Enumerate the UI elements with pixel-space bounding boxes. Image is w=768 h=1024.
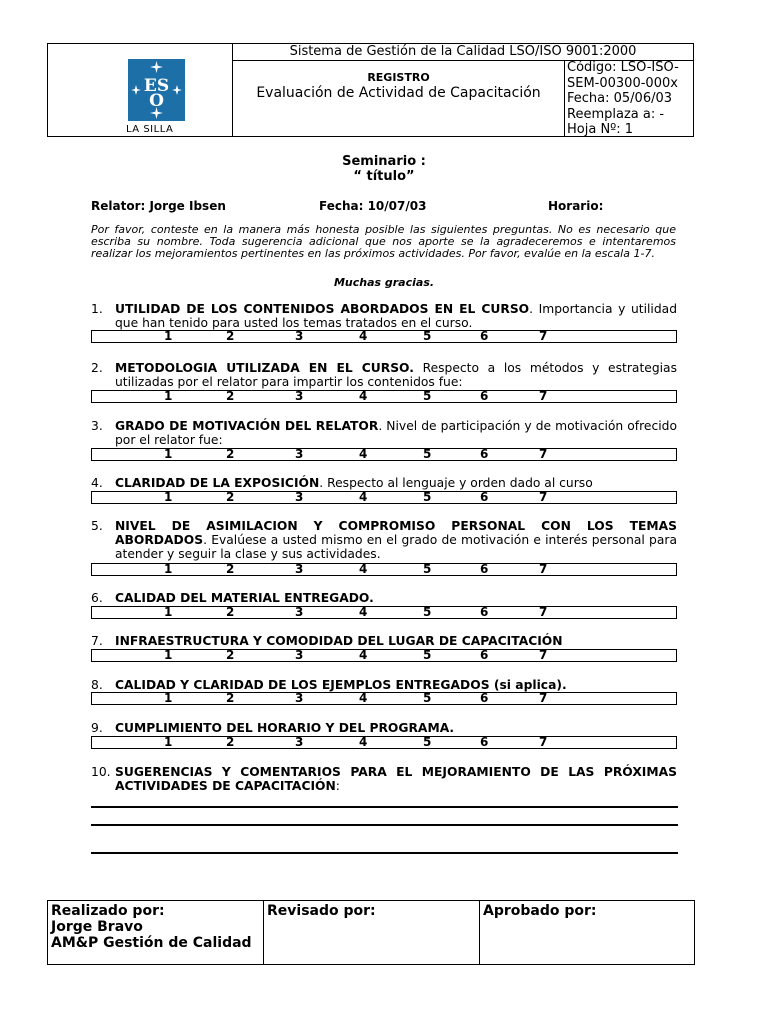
rating-option[interactable]: 6: [480, 490, 489, 504]
rating-option[interactable]: 4: [359, 605, 368, 619]
seminar-title: “ título”: [353, 169, 415, 184]
question-text: [115, 678, 677, 692]
question-description: Respecto a los métodos y estrategias utilizadas por el relator para impartir los contenidos fue:: [115, 361, 677, 389]
rating-option[interactable]: 1: [164, 691, 173, 705]
seminar-label: Seminario :: [342, 154, 426, 169]
rating-scale: [91, 563, 677, 576]
question-9: [91, 721, 677, 735]
question-description: . Nivel de participación y de motivación ofrecido por el relator fue:: [115, 419, 677, 447]
rating-option[interactable]: 4: [359, 389, 368, 403]
realizado-org: AM&P Gestión de Calidad: [51, 935, 252, 951]
question-heading: CUMPLIMIENTO DEL HORARIO Y DEL PROGRAMA.: [115, 721, 455, 735]
rating-option[interactable]: 7: [539, 605, 548, 619]
rating-option[interactable]: 4: [359, 735, 368, 749]
rating-option[interactable]: 3: [295, 562, 304, 576]
rating-option[interactable]: 5: [423, 329, 432, 343]
question-number: 3.: [91, 419, 103, 433]
rating-option[interactable]: 7: [539, 691, 548, 705]
rating-option[interactable]: 1: [164, 447, 173, 461]
question-5: [91, 519, 677, 561]
question-text: [115, 634, 677, 648]
document-date: Fecha: 05/06/03: [567, 91, 673, 106]
rating-option[interactable]: 3: [295, 389, 304, 403]
rating-scale: [91, 390, 677, 403]
revisado-label: Revisado por:: [267, 903, 376, 919]
question-description: . Importancia y utilidad que han tenido para usted los temas tratados en el curso.: [115, 302, 677, 330]
rating-option[interactable]: 3: [295, 447, 304, 461]
rating-option[interactable]: 5: [423, 447, 432, 461]
relator: Relator: Jorge Ibsen: [91, 199, 226, 213]
rating-option[interactable]: 3: [295, 329, 304, 343]
rating-option[interactable]: 7: [539, 389, 548, 403]
question-number: 7.: [91, 634, 103, 648]
rating-option[interactable]: 3: [295, 735, 304, 749]
question-heading: UTILIDAD DE LOS CONTENIDOS ABORDADOS EN EL CURSO: [115, 302, 530, 316]
question-number: 8.: [91, 678, 103, 692]
question-number: 4.: [91, 476, 103, 490]
question-2: [91, 361, 677, 389]
aprobado-cell: [480, 901, 694, 964]
aprobado-label: Aprobado por:: [483, 903, 597, 919]
comment-line[interactable]: [91, 852, 678, 854]
question-heading: NIVEL DE ASIMILACION Y COMPROMISO PERSONAL CON LOS TEMAS ABORDADOS: [115, 519, 677, 547]
rating-option[interactable]: 6: [480, 648, 489, 662]
svg-text:ES: ES: [143, 76, 170, 96]
rating-option[interactable]: 4: [359, 648, 368, 662]
question-text: [115, 302, 677, 330]
rating-option[interactable]: 2: [226, 329, 235, 343]
question-heading: CLARIDAD DE LA EXPOSICIÓN: [115, 476, 320, 490]
realizado-cell: [48, 901, 264, 964]
codigo-line2: SEM-00300-000x: [567, 75, 678, 91]
rating-option[interactable]: 2: [226, 605, 235, 619]
rating-option[interactable]: 2: [226, 735, 235, 749]
question-heading: CALIDAD Y CLARIDAD DE LOS EJEMPLOS ENTREGADOS (si aplica).: [115, 678, 567, 692]
realizado-label: Realizado por:: [51, 903, 165, 919]
revisado-cell: [264, 901, 480, 964]
rating-scale: [91, 692, 677, 705]
rating-scale: [91, 606, 677, 619]
rating-scale: [91, 649, 677, 662]
rating-option[interactable]: 2: [226, 648, 235, 662]
question-number: 1.: [91, 302, 103, 316]
question-text: [115, 721, 677, 735]
rating-scale: [91, 736, 677, 749]
rating-option[interactable]: 5: [423, 562, 432, 576]
rating-option[interactable]: 4: [359, 447, 368, 461]
rating-option[interactable]: 7: [539, 735, 548, 749]
rating-option[interactable]: 5: [423, 605, 432, 619]
rating-option[interactable]: 6: [480, 605, 489, 619]
question-1: [91, 302, 677, 330]
comment-line[interactable]: [91, 806, 678, 808]
question-heading: SUGERENCIAS Y COMENTARIOS PARA EL MEJORAMIENTO DE LAS PRÓXIMAS ACTIVIDADES DE CAPACITACIÓN: [115, 765, 677, 793]
question-description: . Respecto al lenguaje y orden dado al curso: [319, 476, 593, 490]
rating-option[interactable]: 5: [423, 691, 432, 705]
rating-option[interactable]: 2: [226, 691, 235, 705]
rating-option[interactable]: 5: [423, 735, 432, 749]
question-heading: METODOLOGIA UTILIZADA EN EL CURSO.: [115, 361, 414, 375]
rating-option[interactable]: 3: [295, 605, 304, 619]
logo-caption: LA SILLA: [126, 124, 174, 135]
thanks: Muchas gracias.: [333, 276, 435, 289]
rating-option[interactable]: 1: [164, 735, 173, 749]
rating-option[interactable]: 1: [164, 329, 173, 343]
rating-option[interactable]: 4: [359, 691, 368, 705]
document-header: [47, 43, 694, 137]
rating-option[interactable]: 3: [295, 648, 304, 662]
rating-option[interactable]: 6: [480, 562, 489, 576]
question-text: [115, 476, 677, 490]
rating-option[interactable]: 1: [164, 562, 173, 576]
sheet-number: Hoja Nº: 1: [567, 122, 634, 137]
question-text: [115, 519, 677, 561]
logo-cell: [48, 44, 233, 136]
rating-option[interactable]: 7: [539, 447, 548, 461]
svg-text:O: O: [149, 91, 164, 111]
realizado-name: Jorge Bravo: [51, 919, 143, 935]
question-heading: INFRAESTRUCTURA Y COMODIDAD DEL LUGAR DE CAPACITACIÓN: [115, 634, 563, 648]
question-10: [91, 765, 677, 793]
codigo-line1: Código: LSO-ISO-: [567, 60, 679, 75]
question-text: [115, 765, 677, 793]
rating-option[interactable]: 6: [480, 735, 489, 749]
question-4: [91, 476, 677, 490]
eso-logo-icon: [128, 59, 185, 121]
eso-logo: [128, 59, 185, 121]
document-code-cell: [566, 60, 693, 138]
comment-line[interactable]: [91, 824, 678, 826]
rating-option[interactable]: 2: [226, 490, 235, 504]
question-text: [115, 361, 677, 389]
question-heading: CALIDAD DEL MATERIAL ENTREGADO.: [115, 591, 374, 605]
quality-system-title: Sistema de Gestión de la Calidad LSO/ISO 9001:2000: [233, 44, 693, 61]
rating-option[interactable]: 7: [539, 329, 548, 343]
rating-scale: [91, 330, 677, 343]
rating-option[interactable]: 2: [226, 389, 235, 403]
rating-option[interactable]: 3: [295, 691, 304, 705]
question-text: [115, 591, 677, 605]
question-number: 2.: [91, 361, 103, 375]
approval-footer: [47, 900, 695, 965]
rating-option[interactable]: 5: [423, 389, 432, 403]
rating-scale: [91, 491, 677, 504]
rating-scale: [91, 448, 677, 461]
rating-option[interactable]: 1: [164, 648, 173, 662]
session-date: Fecha: 10/07/03: [319, 199, 427, 213]
rating-option[interactable]: 7: [539, 648, 548, 662]
question-7: [91, 634, 677, 648]
rating-option[interactable]: 3: [295, 490, 304, 504]
rating-option[interactable]: 1: [164, 389, 173, 403]
question-6: [91, 591, 677, 605]
question-number: 6.: [91, 591, 103, 605]
question-3: [91, 419, 677, 447]
question-number: 10.: [91, 765, 111, 779]
rating-option[interactable]: 4: [359, 329, 368, 343]
question-description: :: [335, 779, 340, 793]
question-text: [115, 419, 677, 447]
instructions: Por favor, conteste en la manera más honesta posible las siguientes preguntas. No es necesario que escriba su nombre. Toda sugerencia adicional que nos aporte se la agradeceremos e intentaremos realizar los mejoramientos pertinentes en las próximos actividades. Por favor, evalúe en la escala 1-7.: [91, 223, 676, 260]
question-8: [91, 678, 677, 692]
rating-option[interactable]: 1: [164, 490, 173, 504]
rating-option[interactable]: 7: [539, 490, 548, 504]
rating-option[interactable]: 6: [480, 691, 489, 705]
rating-option[interactable]: 6: [480, 329, 489, 343]
question-number: 9.: [91, 721, 103, 735]
question-description: . Evalúese a usted mismo en el grado de motivación e interés personal para atender y seguir la clase y sus actividades.: [115, 533, 677, 561]
rating-option[interactable]: 4: [359, 490, 368, 504]
rating-option[interactable]: 2: [226, 447, 235, 461]
rating-option[interactable]: 5: [423, 490, 432, 504]
registro-label: REGISTRO: [367, 71, 430, 84]
rating-option[interactable]: 2: [226, 562, 235, 576]
rating-option[interactable]: 7: [539, 562, 548, 576]
document-title: Evaluación de Actividad de Capacitación: [256, 85, 541, 101]
registro-cell: [233, 61, 565, 136]
replaces: Reemplaza a: -: [567, 106, 665, 122]
rating-option[interactable]: 1: [164, 605, 173, 619]
rating-option[interactable]: 5: [423, 648, 432, 662]
question-heading: GRADO DE MOTIVACIÓN DEL RELATOR: [115, 419, 379, 433]
schedule: Horario:: [548, 199, 604, 213]
rating-option[interactable]: 6: [480, 447, 489, 461]
rating-option[interactable]: 6: [480, 389, 489, 403]
rating-option[interactable]: 4: [359, 562, 368, 576]
question-number: 5.: [91, 519, 103, 533]
